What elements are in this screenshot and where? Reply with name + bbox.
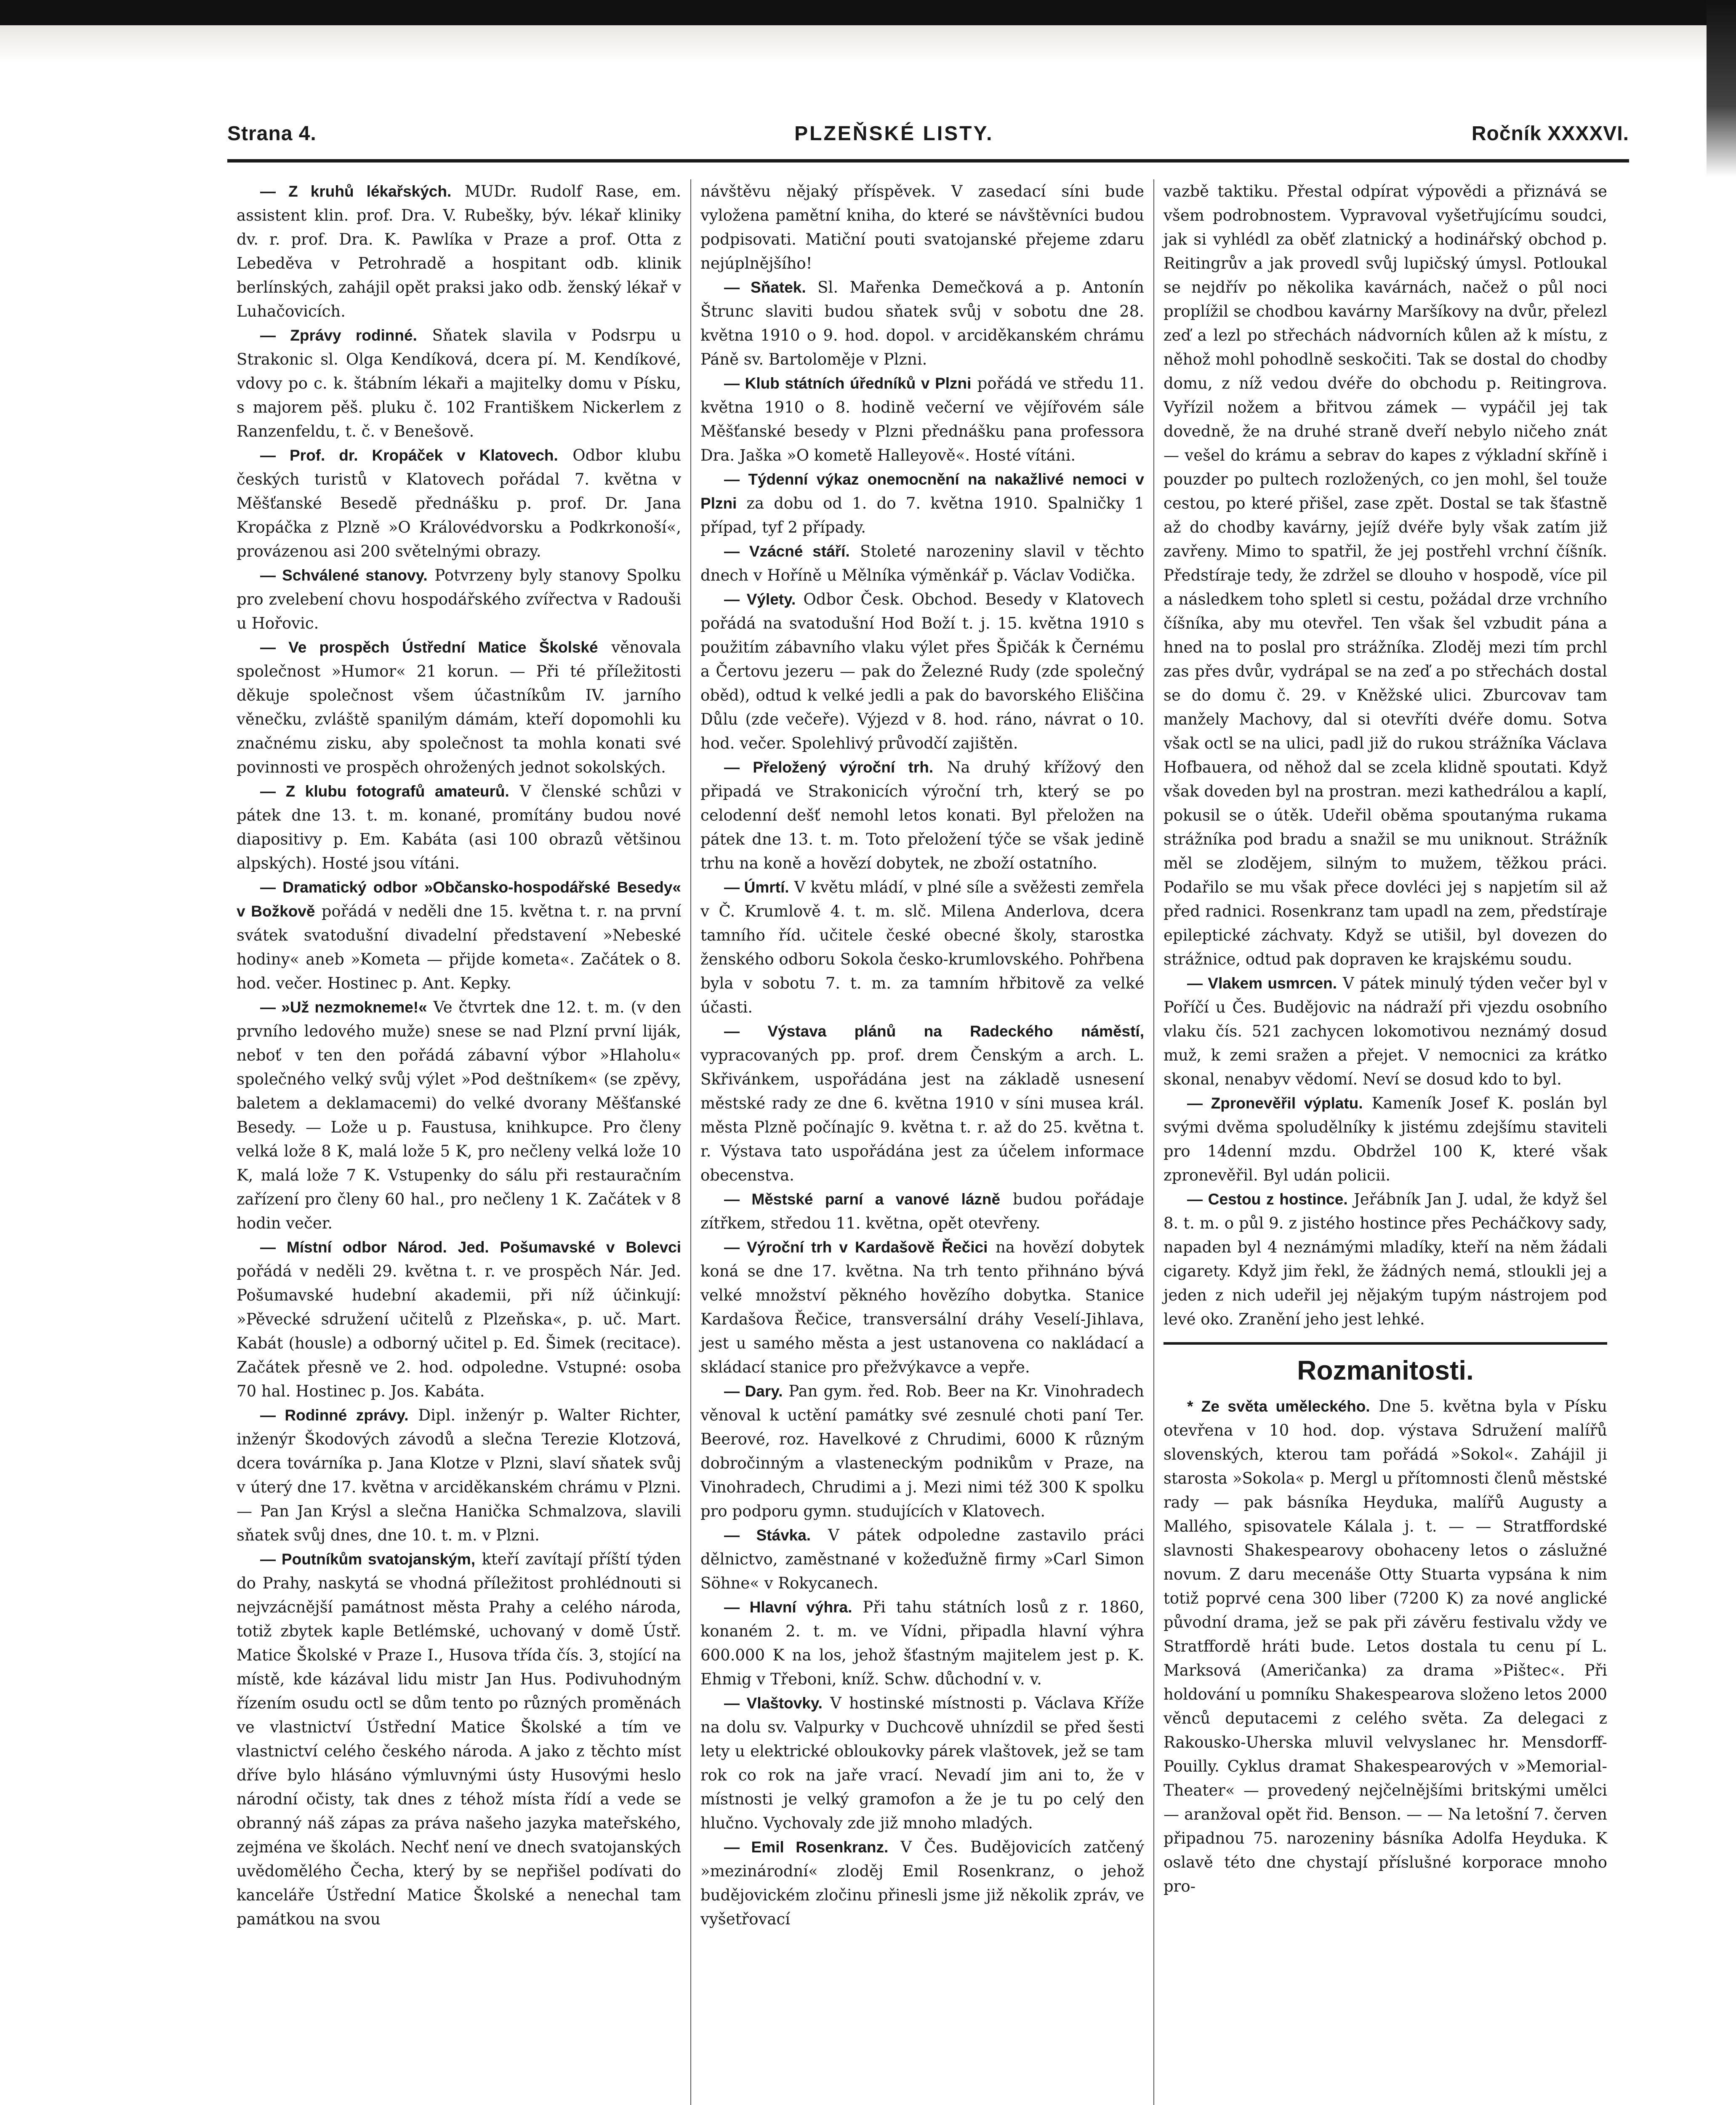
news-item <box>237 1547 681 1931</box>
news-item-text: Sňatek slavila v Podsrpu u Strakonic sl. Olga Kendíková, dcera pí. M. Kendíkové, vdovy po c. k. štábním lékaři a majitelky domu v Písku, s majorem pěš. pluku č. 102 Františkem Nickerlem z Ranzenfeldu, t. č. v Benešově. <box>237 326 681 440</box>
news-item <box>237 1403 681 1547</box>
news-item-text: V pátek minulý týden večer byl v Poříčí u Čes. Budějovic na nádraží při vjezdu osobního vlaku čís. 521 zachycen lokomotivou neznámý dosud muž, k zemi sražen a přejet. V nemocnici za krátko skonal, nenabyv vědomí. Neví se dosud kdo to byl. <box>1164 974 1607 1088</box>
news-item-text: pořádá ve středu 11. května 1910 o 8. hodině večerní ve vějířovém sále Měšťanské besedy v Plzni přednášku pana professora Dra. Jaška »O kometě Halleyově«. Hosté vítáni. <box>700 374 1144 464</box>
news-item-title: — Místní odbor Národ. Jed. Pošumavské v Bolevci <box>260 1239 681 1256</box>
news-item-title: — Vlakem usmrcen. <box>1187 975 1337 992</box>
masthead-title: PLZEŇSKÉ LISTY. <box>794 123 994 145</box>
news-item-text: V hostinské místnosti p. Václava Kříže na dolu sv. Valpurky v Duchcově uhnízdil se před šesti lety u elektrické obloukovky párek vlaštovek, jež se tam rok co rok na jaře vrací. Nevadí jim ani to, že v místnosti je velký gramofon a že je tu po celý den hlučno. Vychovaly zde již mnoho mladých. <box>700 1694 1145 1832</box>
news-item <box>1164 1394 1607 1898</box>
news-item-text: Ve čtvrtek dne 12. t. m. (v den prvního ledového muže) snese se nad Plzní první liják, neboť v ten den pořádá zábavní výbor »Hlaholu« společného velký svůj výlet »Pod deštníkem« (se zpěvy, baletem a deklamacemi) do velké dvorany Měšťanské Besedy. — Lože u p. Faustusa, knihkupce. Pro členy velká lože 8 K, malá lože 5 K, pro nečleny velká lože 10 K, malá lože 7 K. Vstupenky do sálu při restauračním zařízení pro členy 60 hal., pro nečleny 1 K. Začátek v 8 hodin večer. <box>237 998 681 1232</box>
news-item-text: V pátek odpoledne zastavilo práci dělnictvo, zaměstnané v kožeďužně firmy »Carl Simon Söhne« v Rokycanech. <box>700 1526 1145 1592</box>
news-item-title: — Poutníkům svatojanským, <box>260 1551 476 1568</box>
news-item-title: — Dramatický odbor »Občansko-hospodářské Besedy« v Božkově <box>237 879 681 920</box>
header-rule <box>227 159 1629 163</box>
news-item-title: — Hlavní výhra. <box>724 1599 852 1616</box>
news-item-text: V květu mládí, v plné síle a svěžesti zemřela v Č. Krumlově 4. t. m. slč. Milena Anderlova, dcera tamního říd. učitele české obecné školy, starostka ženského odboru Sokola česko-krumlovského. Pohřbena byla v sobotu 7. t. m. za tamním hřbitově za velké účasti. <box>700 878 1145 1016</box>
news-item-title: — Rodinné zprávy. <box>260 1407 409 1424</box>
news-item-title: — Úmrtí. <box>724 879 789 896</box>
news-item <box>700 1835 1144 1931</box>
news-item <box>237 779 681 875</box>
news-item <box>237 323 681 443</box>
news-item-title: — Zpronevěřil výplatu. <box>1187 1095 1363 1112</box>
news-item-text: vazbě taktiku. Přestal odpírat výpovědi a přiznává se všem podrobnostem. Vypravoval vyšetřujícímu soudci, jak si vyhlédl za oběť zlatnický a hodinářský obchod p. Reitingrův a jak provedl svůj lupičský úmysl. Potloukal se nejdřív po několika kavárnách, načež o půl noci proplížil se chodbou kavárny Maršíkovy na dvůr, přelezl zeď a lezl po střechách nádvorních kůlen až k místu, z něhož mohl pohodlně seskočiti. Tak se dostal do chodby domu, z níž vedou dvéře do obchodu p. Reitingrova. Vyřízil nožem a břitvou zámek — vypáčil jej tak dovedně, že na druhé straně dveří nebylo ničeho znát — vešel do krámu a sebrav do kapes z výkladní skříně i pouzder po pultech rozložených, co jen mohl, šel touže cestou, po které přišel, zase zpět. Dostal se tak šťastně až do chodby kavárny, jejíž dvéře byly však zatím již zavřeny. Mimo to spatřil, že jej postřehl vrchní číšník. Předstíraje tedy, že zdržel se dlouho v hospodě, více pil a následkem toho spletl si cestu, požádal drze vrchního číšníka, aby mu otevřel. Ten však šel vzbudit pána a hned na to poslal pro strážníka. Zloděj mezi tím prchl zas přes dvůr, vydrápal se na zeď a po střechách dostal se do domu č. 29. v Kněžské ulici. Zburcovav tam manžely Machovy, dal si otevříti dvéře domu. Sotva však octl se na ulici, padl již do rukou strážníka Václava Hofbauera, od něhož dal se zcela klidně spoutati. Když však doveden byl na prostran. mezi kathedrálou a kaplí, pokusil se o útěk. Udeřil oběma spoutanýma rukama strážníka pod bradu a snažil se mu uniknout. Strážník měl se zlodějem, silným to mužem, těžkou práci. Podařilo se mu však přece dovléci jej s napjetím sil až před radnici. Rosenkranz tam upadl na zem, předstíraje epileptické záchvaty. Když se utišil, byl dovezen do strážnice, odtud pak dopraven ke krajskému soudu. <box>1164 182 1607 968</box>
news-item-text: Stoleté narozeniny slavil v těchto dnech v Hoříně u Mělníka výměnkář p. Václav Vodička. <box>700 542 1144 584</box>
news-item <box>237 635 681 779</box>
news-item-title: — Výstava plánů na Radeckého náměstí, <box>724 1023 1144 1040</box>
news-item <box>237 563 681 635</box>
news-item-title: — Emil Rosenkranz. <box>724 1839 889 1856</box>
news-item-title: — Ve prospěch Ústřední Matice Školské <box>260 639 598 656</box>
news-item <box>237 179 681 323</box>
news-item-text: Dne 5. května byla v Písku otevřena v 10 hod. dop. výstava Sdružení malířů slovenských, kterou tam pořádá »Sokol«. Zahájil ji starosta »Sokola« p. Mergl u přítomnosti členů městské rady — pak básníka Heyduka, malířů Augusty a Mallého, spisovatele Kálala j. t. — — Stratffordské slavnosti Shakespearovy obohaceny letos o záslužné novum. Z daru mecenáše Otty Stuarta vypsána k nim totiž poprvé cena 300 liber (7200 K) za nové anglické původní drama, jež se pak při závěru festivalu vždy ve Stratffordě hráti bude. Letos dostala tu cenu pí L. Marksová (Američanka) za drama »Pištec«. Při holdování u pomníku Shakespearova složeno letos 2000 věnců deputacemi z celého světa. Za delegaci z Rakousko-Uherska mluvil velvyslanec hr. Mensdorff-Pouilly. Cyklus dramat Shakespearových v »Memorial-Theater« — provedený nejčelnějšími britskými umělci — aranžoval opět řid. Benson. — — Na letošní 7. červen připadnou 75. narozeniny básníka Adolfa Heyduka. K oslavě této dne chystají příslušné korporace mnoho pro- <box>1164 1397 1608 1895</box>
news-item <box>1164 1187 1607 1331</box>
news-item-title: — Z klubu fotografů amateurů. <box>260 783 509 800</box>
news-item-title: — Dary. <box>724 1383 783 1400</box>
news-item <box>700 539 1144 587</box>
news-item-text: V členské schůzi v pátek dne 13. t. m. konané, promítány budou nové diapositivy p. Em. Kabáta (asi 100 obrazů většinou alpských). Hosté jsou vítáni. <box>237 782 681 872</box>
news-item-text: věnovala společnost »Humor« 21 korun. — Při té příležitosti děkuje společnost všem účastníkům IV. jarního věnečku, zvláště spanilým dámám, kteří dopomohli ku značnému zisku, aby společnost ta mohla konati své povinnosti ve prospěch ohrožených jednot sokolských. <box>237 638 681 776</box>
news-item-title: — Výlety. <box>724 591 796 608</box>
news-item-text: na hovězí dobytek koná se dne 17. května. Na trh tento přihnáno bývá velké množství pěkného hovězího dobytka. Stanice Kardašova Řečice, transversální dráhy Veselí-Jihlava, jest u samého města a jest ustanovena co nakládací a skládací stanice pro přežvýkavce a vepře. <box>700 1238 1144 1376</box>
page-number: Strana 4. <box>227 123 317 145</box>
news-item-title: — Z kruhů lékařských. <box>260 183 452 200</box>
news-item-text: kteří zavítají příští týden do Prahy, naskytá se vhodná příležitost prohlédnouti si nejvzácnější památnost města Prahy a celého národa, totiž zbytek kaple Betlémské, uchovaný v domě Ústř. Matice Školské v Praze I., Husova třída čís. 3, stojící na místě, kde kázával lidu mistr Jan Hus. Podivuhodným řízením osudu octl se dům tento po různých proměnách ve vlastnictví Ústřední Matice Školské a tím ve vlastnictví celého českého národa. A jako z těchto míst dříve bylo hlásáno výmluvnými ústy Husovými heslo národní očisty, tak dnes z téhož místa řídí a vede se obranný náš zápas za práva našeho jazyka mateřského, zejména ve školách. Nechť není ve dnech svatojanských uvědomělého Čecha, který by se nepřišel podívati do kanceláře Ústřední Matice Školské a nenechal tam památkou na svou <box>237 1550 682 1928</box>
column-2 <box>690 179 1153 2105</box>
news-item-text: Na druhý křížový den připadá ve Strakonicích výroční trh, který se po celodenní dešť nemohl letos konati. Byl přeložen na pátek dne 13. t. m. Toto přeložení týče se však jedině trhu na koně a hovězí dobytek, ne zboží ostatního. <box>700 758 1144 872</box>
news-item-text: Kameník Josef K. poslán byl svými dvěma spoludělníky k jistému zdejšímu staviteli pro 14denní mzdu. Obdržel 100 K, které však zpronevěřil. Byl udán policii. <box>1164 1094 1607 1184</box>
news-item-text: Odbor klubu českých turistů v Klatovech pořádal 7. května v Měšťanské Besedě přednášku p. prof. Dr. Jana Kropáčka z Plzně »O Královédvorsku a Podkrkonoší«, provázenou asi 200 světelnými obrazy. <box>237 446 681 560</box>
news-item-title: — Cestou z hostince. <box>1187 1191 1348 1208</box>
news-item-title: — Klub státních úředníků v Plzni <box>724 375 972 392</box>
news-item-text: V Čes. Budějovicích zatčený »mezinárodní« zloděj Emil Rosenkranz, o jehož budějovickém zločinu přinesli jsme již několik zpráv, ve vyšetřovací <box>700 1838 1144 1928</box>
page-header <box>227 122 1629 152</box>
news-item-title: — Sňatek. <box>724 279 806 296</box>
news-item <box>700 755 1144 875</box>
news-item-title: — Zprávy rodinné. <box>260 327 417 344</box>
news-item-title: — »Už nezmokneme!« <box>260 999 427 1016</box>
news-item-text: Odbor Česk. Obchod. Besedy v Klatovech pořádá na svatodušní Hod Boží t. j. 15. května 1910 s použitím zábavního vlaku výlet přes Špičák k Černému a Čertovu jezeru — pak do Železné Rudy (zde společný oběd), odtud k velké jedli a pak do bavorského Eliščina Důlu (zde večeře). Výjezd v 8. hod. ráno, návrat o 10. hod. večer. Spolehlivý průvodčí zajištěn. <box>700 590 1145 752</box>
news-item <box>700 1379 1144 1523</box>
news-item-text: Jeřábník Jan J. udal, že když šel 8. t. m. o půl 9. z jistého hostince přes Pecháčkovy sady, napaden byl 4 neznámými mladíky, kteří na něm žádali cigarety. Když jim řekl, že žádných nemá, stloukli jej a jeden z nich udeřil jej nějakým tupým nástrojem pod levé oko. Zranění jeho jest lehké. <box>1164 1190 1607 1328</box>
news-item-text: pořádá v neděli 29. května t. r. ve prospěch Nár. Jed. Pošumavské hudební akademii, při níž účinkují: »Pěvecké sdružení učitelů z Plzeňska«, p. uč. Mart. Kabát (housle) a odborný učitel p. Ed. Šimek (recitace). Začátek přesně ve 2. hod. odpoledne. Vstupné: osoba 70 hal. Hostinec p. Jos. Kabáta. <box>237 1262 681 1400</box>
news-item <box>700 1019 1144 1187</box>
news-item-text: Při tahu státních losů z r. 1860, konaném 2. t. m. ve Vídni, připadla hlavní výhra 600.000 K na los, jehož šťastným majitelem jest p. K. Ehmig v Třeboni, kníž. Schw. důchodní v. v. <box>700 1598 1145 1688</box>
news-item <box>700 1595 1144 1691</box>
news-item <box>700 371 1144 467</box>
news-item-title: — Vzácné stáří. <box>724 543 850 560</box>
section-heading: Rozmanitosti. <box>1164 1342 1607 1389</box>
news-item-title: — Výroční trh v Kardašově Řečici <box>724 1239 988 1256</box>
news-item-text: Potvrzeny byly stanovy Spolku pro zvelebení chovu hospodářského zvířectva v Radouši u Hořovic. <box>237 566 681 632</box>
news-item-title: — Týdenní výkaz onemocnění na nakažlivé nemoci v Plzni <box>700 471 1144 512</box>
news-item <box>237 1235 681 1403</box>
news-item <box>700 587 1144 755</box>
news-item-text: návštěvu nějaký příspěvek. V zasedací síni bude vyložena pamětní kniha, do které se návštěvníci budou podpisovati. Matiční pouti svatojanské přejeme zdaru nejúplnějšího! <box>700 182 1144 272</box>
news-item <box>700 875 1144 1019</box>
news-item-text: Pan gym. řed. Rob. Beer na Kr. Vinohradech věnoval k uctění památky své zesnulé choti paní Ter. Beerové, roz. Havelkové z Chrudimi, 6000 K různým dobročinným a vlasteneckým podnikům v Praze, na Vinohradech, Chrudimi a j. Mezi nimi též 300 K spolku pro podporu gymn. studujících v Klatovech. <box>700 1382 1145 1520</box>
news-item <box>700 1523 1144 1595</box>
news-item-title: — Vlaštovky. <box>724 1695 823 1712</box>
news-item-title: — Stávka. <box>724 1527 811 1544</box>
news-item <box>700 179 1144 275</box>
column-3 <box>1153 179 1616 2105</box>
news-item <box>237 443 681 563</box>
news-item-text: pořádá v neděli dne 15. května t. r. na první svátek svatodušní divadelní představení »Nebeské hodiny« aneb »Kometa — přijde kometa«. Začátek o 8. hod. večer. Hostinec p. Ant. Kepky. <box>237 902 682 992</box>
news-item <box>700 275 1144 371</box>
article-columns <box>227 179 1629 2105</box>
news-item <box>1164 1091 1607 1187</box>
news-item-text: za dobu od 1. do 7. května 1910. Spalničky 1 případ, tyf 2 případy. <box>700 494 1144 536</box>
news-item-text: vypracovaných pp. prof. drem Čenským a arch. L. Skřivánkem, uspořádána jest na základě usnesení městské rady ze dne 6. května 1910 v síni musea král. města Plzně počínajíc 9. května t. r. až do 25. května t. r. Výstava tato uspořádána jest za účelem informace obecenstva. <box>700 1046 1144 1184</box>
news-item-text: budou pořádaje zítřkem, středou 11. května, opět otevřeny. <box>700 1190 1145 1232</box>
news-item <box>700 1187 1144 1235</box>
news-item-title: — Schválené stanovy. <box>260 567 428 584</box>
volume-label: Ročník XXXXVI. <box>1471 123 1629 145</box>
news-item <box>237 875 681 995</box>
news-item <box>700 467 1144 539</box>
news-item-text: MUDr. Rudolf Rase, em. assistent klin. prof. Dra. V. Rubešky, býv. lékař kliniky dv. r. prof. Dra. K. Pawlíka v Praze a prof. Otta z Lebeděva v Petrohradě a hospitant odb. klinik berlínských, zahájil opět praksi jako odb. ženský lékař v Luhačovicích. <box>237 182 682 320</box>
news-item-title: — Přeložený výroční trh. <box>724 759 934 776</box>
news-item-title: — Městské parní a vanové lázně <box>724 1191 1001 1208</box>
news-item <box>700 1235 1144 1379</box>
news-item-title: — Prof. dr. Kropáček v Klatovech. <box>260 447 558 464</box>
news-item-title: * Ze světa uměleckého. <box>1187 1398 1370 1415</box>
news-item <box>1164 179 1607 971</box>
news-item <box>1164 971 1607 1091</box>
news-item <box>700 1691 1144 1835</box>
news-item <box>237 995 681 1235</box>
column-1 <box>227 179 690 2105</box>
news-item-text: Sl. Mařenka Demečková a p. Antonín Štrunc slaviti budou sňatek svůj v sobotu dne 28. května 1910 o 9. hod. dopol. v arciděkanském chrámu Páně sv. Bartoloměje v Plzni. <box>700 278 1145 368</box>
news-item-text: Dipl. inženýr p. Walter Richter, inženýr Škodových závodů a slečna Terezie Klotzová, dcera továrníka p. Jana Klotze v Plzni, slaví sňatek svůj v úterý dne 17. května v arciděkanském chrámu v Plzni. — Pan Jan Krýsl a slečna Hanička Schmalzova, slavili sňatek svůj dnes, dne 10. t. m. v Plzni. <box>237 1406 682 1544</box>
